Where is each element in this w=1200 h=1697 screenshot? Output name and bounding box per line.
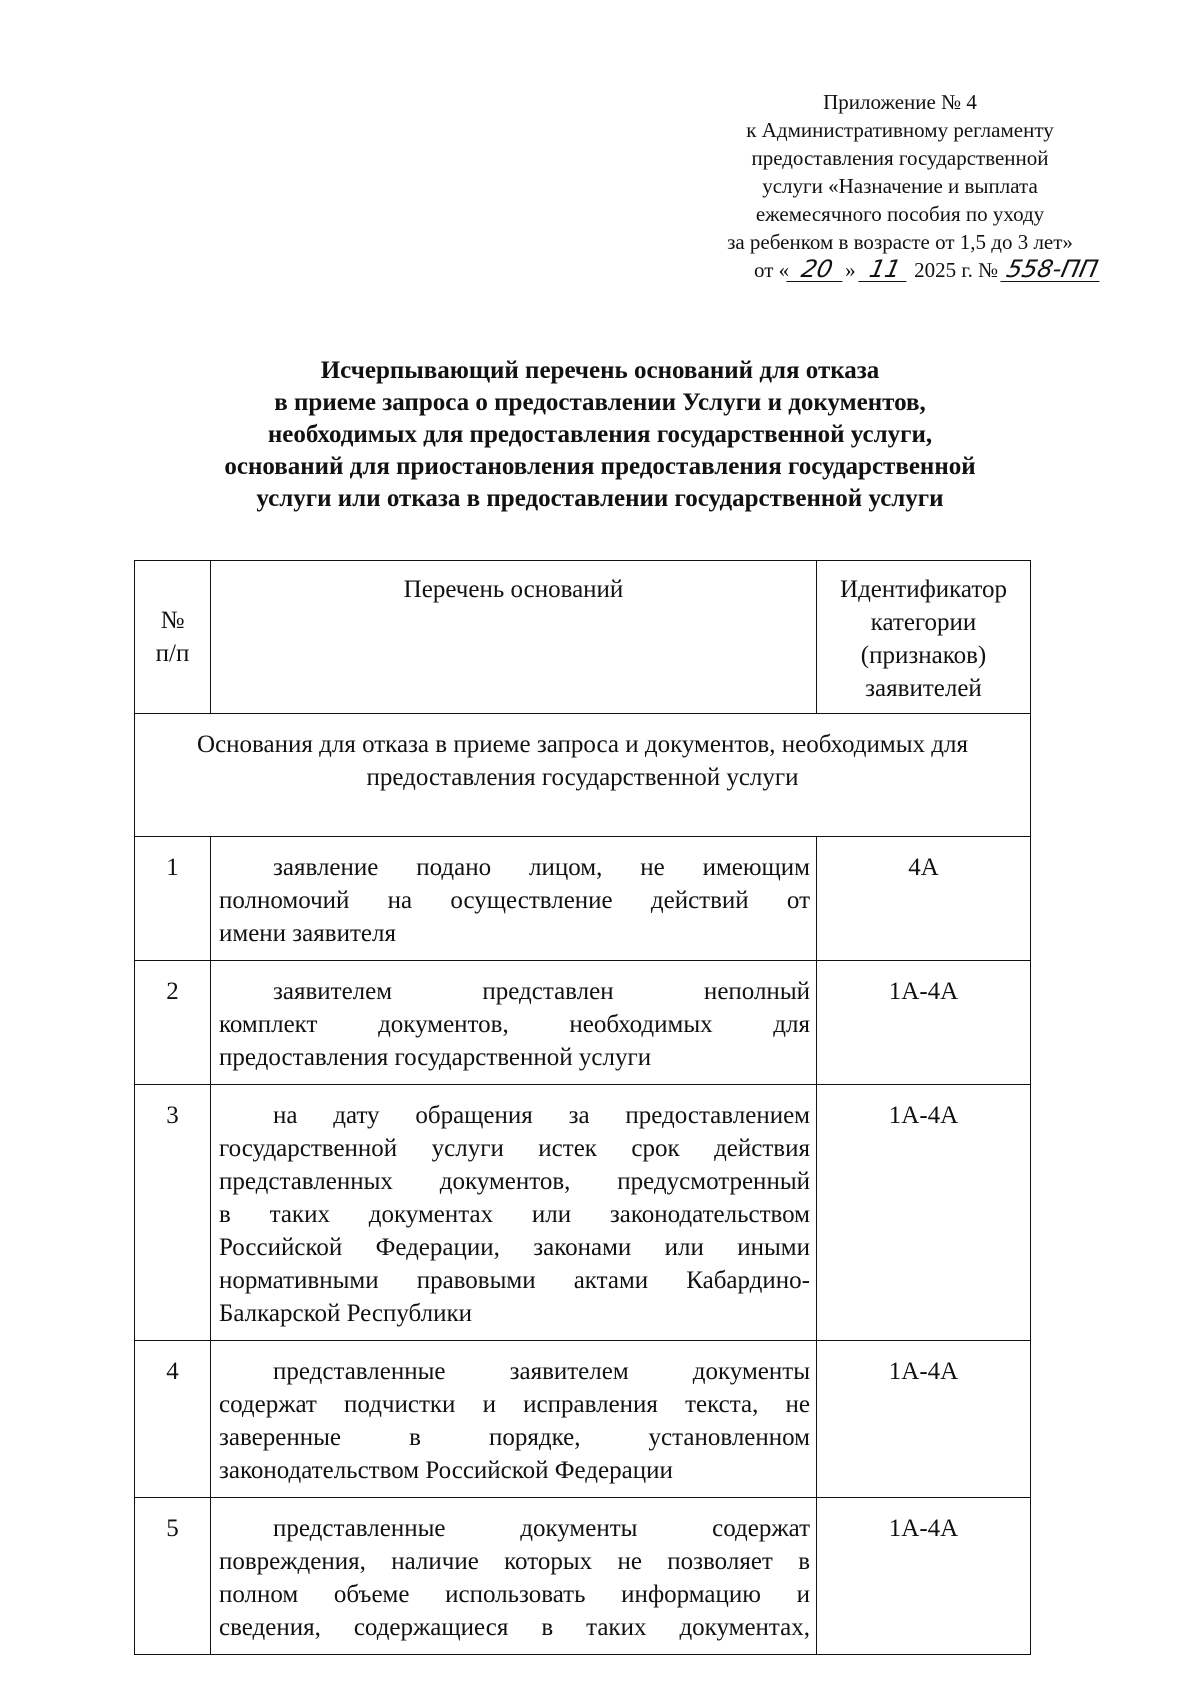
- date-mid: »: [845, 258, 856, 282]
- row-text-line: комплект документов, необходимых для: [219, 1011, 810, 1038]
- row-identifier: 1А-4А: [817, 1341, 1031, 1498]
- row-text-line: содержат подчистки и исправления текста, не: [219, 1391, 810, 1418]
- row-number: 5: [135, 1498, 211, 1655]
- handwritten-number: 558-ПП: [1001, 257, 1105, 282]
- row-grounds-text: [211, 1341, 817, 1498]
- appendix-date-line: [690, 256, 1110, 284]
- number-prefix: №: [978, 258, 999, 282]
- handwritten-day: 20: [786, 257, 847, 282]
- table-row: [135, 1341, 1031, 1498]
- title-line-5: услуги или отказа в предоставлении государственной услуги: [256, 485, 944, 512]
- table-header-row: [135, 561, 1031, 714]
- row-grounds-text: [211, 961, 817, 1085]
- header-identifier-line-4: заявителей: [865, 675, 982, 702]
- row-text-line: нормативными правовыми актами Кабардино-: [219, 1267, 810, 1294]
- grounds-table: [134, 560, 1031, 1655]
- row-text-line: представленных документов, предусмотренный: [219, 1168, 810, 1195]
- table-row: [135, 837, 1031, 961]
- row-text-line: в таких документах или законодательством: [219, 1201, 810, 1228]
- title-line-2: в приеме запроса о предоставлении Услуги и документов,: [274, 389, 926, 416]
- row-text-line: заявителем представлен неполный: [273, 978, 810, 1005]
- date-prefix: от «: [753, 258, 790, 282]
- table-row: [135, 1085, 1031, 1341]
- appendix-line-1: Приложение № 4: [823, 90, 977, 114]
- date-year: 2025 г.: [914, 258, 973, 282]
- row-identifier: 1А-4А: [817, 1085, 1031, 1341]
- appendix-line-5: ежемесячного пособия по уходу: [755, 202, 1045, 226]
- table-row: [135, 1498, 1031, 1655]
- section-line-1: Основания для отказа в приеме запроса и документов, необходимых для: [197, 731, 968, 758]
- header-identifier-line-3: (признаков): [860, 642, 987, 669]
- appendix-line-2: к Административному регламенту: [746, 118, 1054, 142]
- appendix-block: [690, 88, 1110, 284]
- header-number-line-1: №: [160, 607, 185, 634]
- row-text-line: сведения, содержащиеся в таких документах,: [219, 1614, 810, 1641]
- row-text-line: предоставления государственной услуги: [219, 1044, 652, 1071]
- row-text-line: Российской Федерации, законами или иными: [219, 1234, 810, 1261]
- header-number-line-2: п/п: [155, 640, 190, 667]
- title-line-4: оснований для приостановления предоставления государственной: [224, 453, 976, 480]
- header-identifier-line-1: Идентификатор: [840, 576, 1007, 603]
- row-identifier: 4А: [817, 837, 1031, 961]
- header-identifier-line-2: категории: [870, 609, 977, 636]
- row-text-line: государственной услуги истек срок действия: [219, 1135, 810, 1162]
- row-text-line: полномочий на осуществление действий от: [219, 887, 810, 914]
- row-text-line: представленные документы содержат: [273, 1515, 810, 1542]
- row-text-line: полном объеме использовать информацию и: [219, 1581, 810, 1608]
- row-text-line: законодательством Российской Федерации: [219, 1457, 673, 1484]
- row-text-line: повреждения, наличие которых не позволяет в: [219, 1548, 810, 1575]
- row-text-line: имени заявителя: [219, 920, 396, 947]
- document-title: [130, 355, 1070, 515]
- section-heading: [135, 714, 1031, 837]
- header-number: [135, 561, 211, 714]
- title-line-1: Исчерпывающий перечень оснований для отказа: [320, 357, 880, 384]
- row-number: 2: [135, 961, 211, 1085]
- row-number: 1: [135, 837, 211, 961]
- appendix-line-3: предоставления государственной: [751, 146, 1049, 170]
- row-text-line: на дату обращения за предоставлением: [273, 1102, 810, 1129]
- section-row: [135, 714, 1031, 837]
- row-identifier: 1А-4А: [817, 961, 1031, 1085]
- appendix-line-6: за ребенком в возрасте от 1,5 до 3 лет»: [727, 230, 1073, 254]
- row-number: 3: [135, 1085, 211, 1341]
- table-row: [135, 961, 1031, 1085]
- appendix-line-4: услуги «Назначение и выплата: [762, 174, 1038, 198]
- row-text-line: Балкарской Республики: [219, 1300, 473, 1327]
- header-grounds: Перечень оснований: [211, 561, 817, 714]
- handwritten-month: 11: [858, 257, 911, 282]
- row-text-line: представленные заявителем документы: [273, 1358, 810, 1385]
- row-grounds-text: [211, 837, 817, 961]
- header-identifier: [817, 561, 1031, 714]
- title-line-3: необходимых для предоставления государственной услуги,: [267, 421, 933, 448]
- row-text-line: заверенные в порядке, установленном: [219, 1424, 810, 1451]
- row-number: 4: [135, 1341, 211, 1498]
- row-grounds-text: [211, 1498, 817, 1655]
- row-identifier: 1А-4А: [817, 1498, 1031, 1655]
- row-text-line: заявление подано лицом, не имеющим: [273, 854, 810, 881]
- row-grounds-text: [211, 1085, 817, 1341]
- section-line-2: предоставления государственной услуги: [366, 764, 799, 791]
